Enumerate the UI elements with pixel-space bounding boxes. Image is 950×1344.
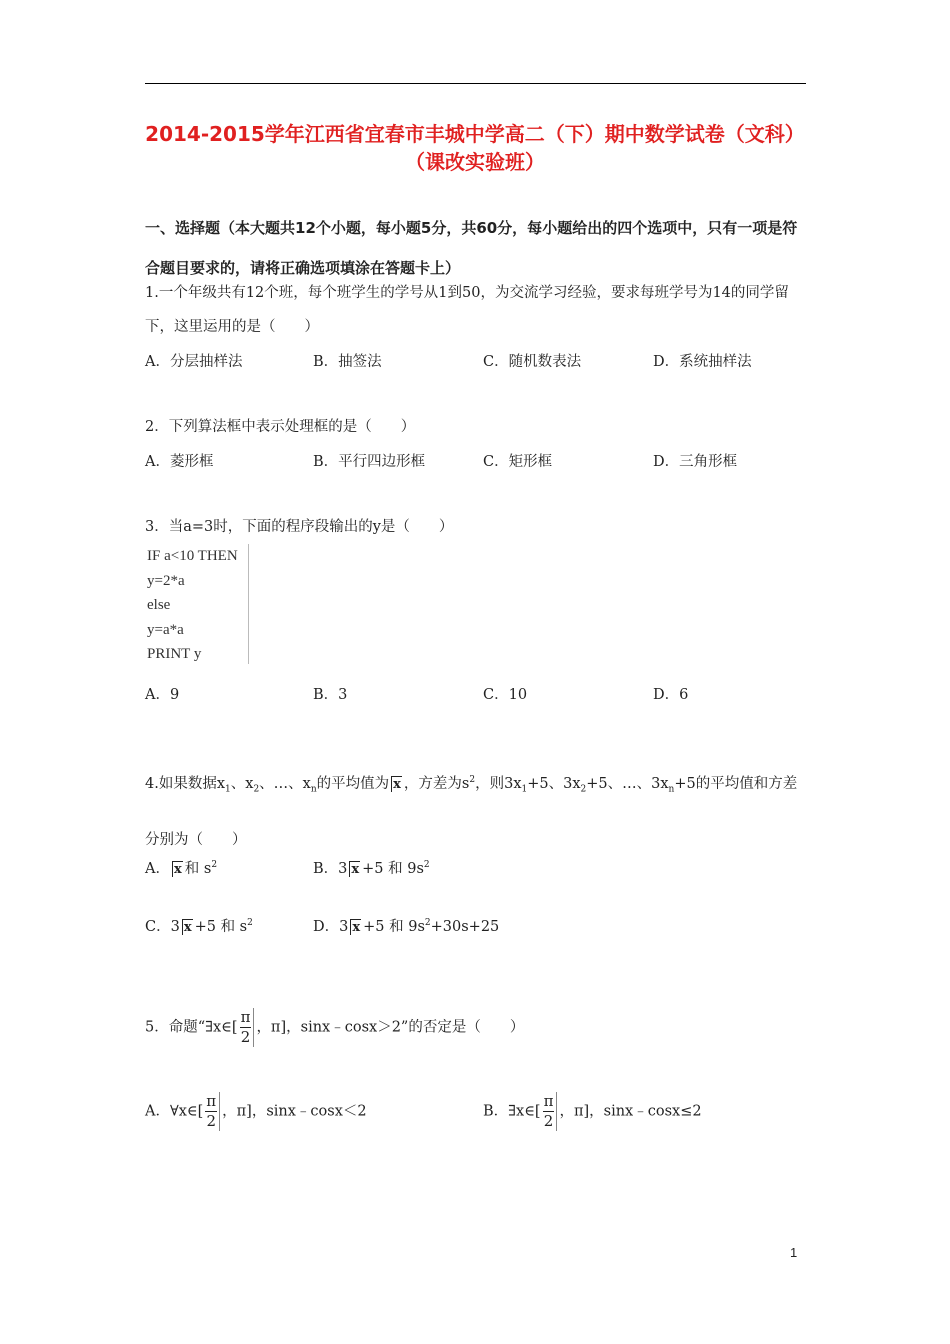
x-bar-symbol: x bbox=[393, 776, 401, 792]
stem-text: 、x bbox=[230, 775, 254, 792]
superscript: 2 bbox=[469, 775, 476, 785]
program-code-image bbox=[145, 544, 249, 664]
option-c: C．矩形框 bbox=[483, 454, 553, 470]
question-3-options bbox=[145, 683, 810, 707]
option-b: B．3 x +5 和 $9s^2$ bbox=[313, 860, 430, 877]
pi-over-2-fraction: $\frac{\pi}{2}$ bbox=[240, 1008, 255, 1047]
subscript: 2 bbox=[253, 784, 260, 795]
question-5-stem bbox=[145, 1008, 810, 1047]
option-c: C．随机数表法 bbox=[483, 354, 582, 370]
question-4-options-row2 bbox=[145, 915, 810, 939]
pi-over-2-fraction: $\frac{\pi}{2}$ bbox=[543, 1092, 558, 1131]
option-c: C．3 x +5 和 $s^2$ bbox=[145, 918, 253, 935]
option-a: A．分层抽样法 bbox=[145, 354, 243, 370]
option-d: D．三角形框 bbox=[653, 454, 738, 470]
stem-text: ，方差为s bbox=[403, 775, 470, 792]
subscript: n bbox=[668, 784, 675, 795]
stem-text: +5、…、3x bbox=[586, 775, 669, 792]
code-line: else bbox=[147, 597, 171, 613]
question-3-stem: 3．当a=3时，下面的程序段输出的y是（ ） bbox=[145, 519, 454, 535]
pi-over-2-fraction: $\frac{\pi}{2}$ bbox=[205, 1092, 220, 1131]
header-rule bbox=[145, 83, 806, 84]
question-4-options-row1 bbox=[145, 857, 810, 881]
option-a: A． x 和 $s^2$ bbox=[145, 860, 218, 877]
subscript: 1 bbox=[225, 784, 231, 795]
stem-text: 5．命题“∃x∈[ bbox=[145, 1019, 238, 1036]
question-1-stem: 1.一个年级共有12个班，每个班学生的学号从1到50，为交流学习经验，要求每班学号为14的同学留下，这里运用的是（ ） bbox=[145, 285, 789, 335]
code-line: y=2*a bbox=[147, 572, 185, 589]
code-line: y=a*a bbox=[147, 621, 184, 638]
option-b: B．抽签法 bbox=[313, 354, 382, 370]
option-d: D．系统抽样法 bbox=[653, 354, 752, 370]
stem-text: +5的平均值和方差分别为（ ） bbox=[145, 775, 798, 848]
option-d: D．3 x +5 和 $9s^2+30s+25$ bbox=[313, 918, 500, 935]
option-d: D．6 bbox=[653, 687, 689, 703]
stem-text: +5、3x bbox=[527, 775, 581, 792]
question-5-options bbox=[145, 1092, 810, 1136]
stem-text: ，则3x bbox=[475, 775, 522, 792]
question-2-stem: 2．下列算法框中表示处理框的是（ ） bbox=[145, 419, 416, 435]
section-heading: 一、选择题（本大题共12个小题，每小题5分，共60分，每小题给出的四个选项中，只有一项是符合题目要求的，请将正确选项填涂在答题卡上） bbox=[145, 219, 798, 277]
option-b: B．平行四边形框 bbox=[313, 454, 426, 470]
option-b: B．3 bbox=[313, 687, 348, 703]
subscript: n bbox=[310, 784, 317, 795]
option-a: A．∀x∈[ $\frac{\pi}{2}$ ，π]，sinx﹣cosx＜2 bbox=[145, 1092, 367, 1130]
option-c: C．10 bbox=[483, 687, 528, 703]
x-bar-symbol: x bbox=[352, 920, 361, 935]
question-2-options bbox=[145, 450, 810, 474]
question-1-options bbox=[145, 350, 810, 374]
option-b: B．∃x∈[ $\frac{\pi}{2}$ ，π]，sinx﹣cosx≤2 bbox=[483, 1092, 702, 1130]
x-bar-symbol: x bbox=[173, 862, 182, 877]
stem-text: 4.如果数据x bbox=[145, 775, 226, 792]
page-title: 2014-2015学年江西省宜春市丰城中学高二（下）期中数学试卷（文科）（课改实验班） bbox=[145, 122, 805, 174]
stem-text: 的平均值为 bbox=[316, 775, 390, 792]
code-line: IF a<10 THEN bbox=[147, 548, 238, 564]
question-4-stem bbox=[145, 755, 810, 865]
option-a: A．菱形框 bbox=[145, 454, 214, 470]
code-line: PRINT y bbox=[147, 646, 202, 662]
stem-text: 、…、x bbox=[259, 775, 311, 792]
page-number: 1 bbox=[790, 1245, 798, 1260]
x-bar-symbol: x bbox=[351, 862, 360, 877]
subscript: 2 bbox=[580, 784, 587, 795]
option-a: A．9 bbox=[145, 687, 180, 703]
x-bar-symbol: x bbox=[183, 920, 192, 935]
stem-text: ，π]，sinx﹣cosx＞2”的否定是（ ） bbox=[256, 1019, 525, 1036]
subscript: 1 bbox=[521, 784, 528, 795]
